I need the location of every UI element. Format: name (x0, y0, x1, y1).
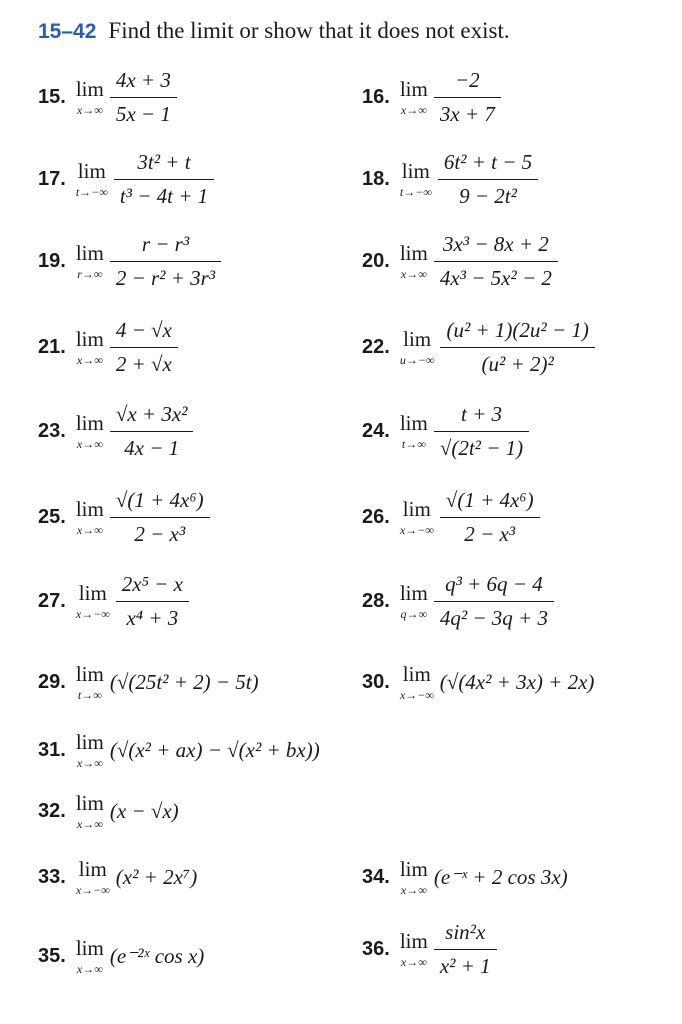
exercise-header (38, 18, 510, 44)
problem-17: 17. lim t→−∞ $\frac{\text{3t² + t}}{\text{t³ − 4t + 1}}$ (38, 150, 214, 209)
problem-25: 25. lim x→∞ $\frac{\text{√(1 + 4x⁶)}}{\text{2 − x³}}$ (38, 488, 210, 547)
problem-16: 16. lim x→∞ $\frac{-2}{3x + 7}$ (362, 68, 501, 127)
problem-20: 20. lim x→∞ $\frac{\text{3x³ − 8x + 2}}{\text{4x³ − 5x² − 2}}$ (362, 232, 558, 291)
exercise-instruction: Find the limit or show that it does not exist. (108, 18, 510, 43)
problem-26: 26. lim x→−∞ $\frac{\text{√(1 + 4x⁶)}}{\text{2 − x³}}$ (362, 488, 540, 547)
problem-28: 28. lim q→∞ $\frac{\text{q³ + 6q − 4}}{\text{4q² − 3q + 3}}$ (362, 572, 554, 631)
problem-24: 24. lim t→∞ $\frac{t + 3}{\text{√(2t² − 1)}}$ (362, 402, 529, 461)
problem-33: 33. lim x→−∞ (x² + 2x⁷) (38, 857, 198, 897)
problem-23: 23. lim x→∞ $\frac{\text{√x + 3x²}}{4x - 1}$ (38, 402, 193, 461)
problem-21: 21. lim x→∞ $\frac{4 - √x}{2 + √x}$ (38, 318, 178, 377)
problem-30: 30. lim x→−∞ (√(4x² + 3x) + 2x) (362, 662, 595, 702)
problem-15: 15. lim x→∞ $\frac{4x + 3}{5x - 1}$ (38, 68, 177, 127)
exercise-range: 15–42 (38, 20, 97, 43)
problem-35: 35. lim x→∞ (e⁻²ˣ cos x) (38, 936, 205, 976)
problem-18: 18. lim t→−∞ $\frac{\text{6t² + t − 5}}{\text{9 − 2t²}}$ (362, 150, 538, 209)
problem-19: 19. lim r→∞ $\frac{\text{r − r³}}{\text{2 − r² + 3r³}}$ (38, 232, 221, 291)
problem-31: 31. lim x→∞ (√(x² + ax) − √(x² + bx)) (38, 730, 320, 770)
problem-34: 34. lim x→∞ (e⁻ˣ + 2 cos 3x) (362, 857, 568, 897)
problem-32: 32. lim x→∞ (x − √x) (38, 791, 179, 831)
problem-27: 27. lim x→−∞ $\frac{\text{2x⁵ − x}}{\text{x⁴ + 3}}$ (38, 572, 189, 631)
problem-29: 29. lim t→∞ (√(25t² + 2) − 5t) (38, 662, 259, 702)
problem-22: 22. lim u→−∞ $\frac{\text{(u² + 1)(2u² − 1)}}{\text{(u² + 2)²}}$ (362, 318, 595, 377)
problem-36: 36. lim x→∞ $\frac{\text{sin²x}}{\text{x² + 1}}$ (362, 920, 497, 979)
